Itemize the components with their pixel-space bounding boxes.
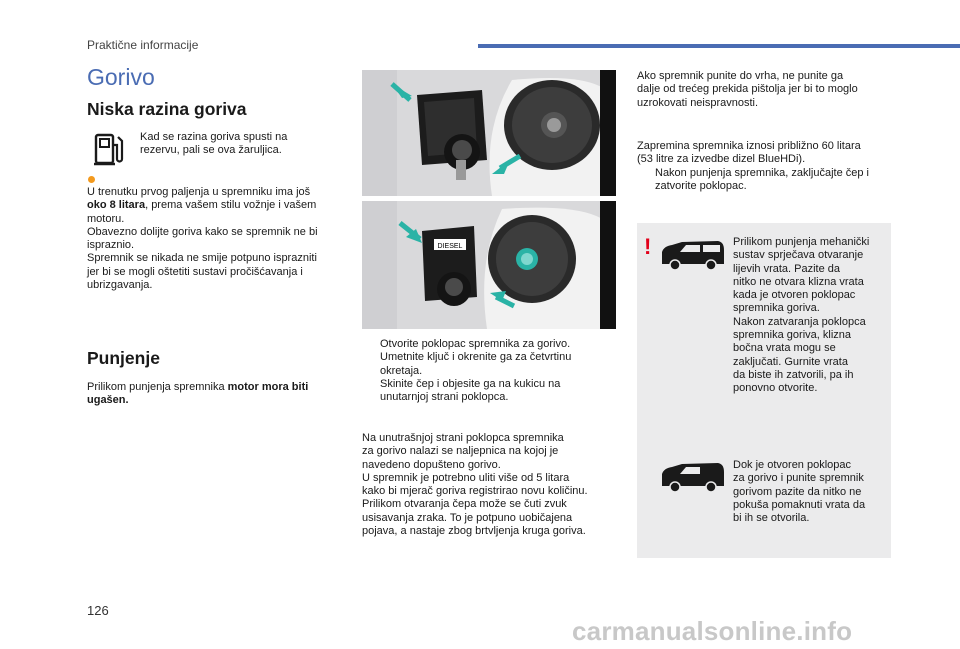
text-line: jer bi se mogli oštetiti sustavi pročišćavanja i [87, 265, 303, 278]
text-line: U trenutku prvog paljenja u spremniku ima još [87, 186, 311, 198]
text-line: ispraznio. [87, 239, 135, 252]
low-fuel-heading: Niska razina goriva [87, 99, 247, 119]
text-line: Obavezno dolijte goriva kako se spremnik ne bi [87, 225, 318, 238]
watermark[interactable]: carmanualsonline.info [572, 616, 853, 646]
fuel-flap-photo-open [362, 70, 616, 196]
indicator-dot [88, 176, 95, 183]
step-item: Skinite čep i objesite ga na kukicu na unutarnjoj strani poklopca. [380, 377, 561, 404]
capacity-paragraph: Zapremina spremnika iznosi približno 60 litara (53 litre za izvedbe dizel BlueHDi). Nakon punjenja spremnika, zaključajte čep i zatvorite poklopac. [637, 140, 899, 193]
van-rear-door-icon [660, 238, 726, 277]
text-line: Spremnik se nikada ne smije potpuno isprazniti [87, 252, 317, 265]
fuel-pump-icon [93, 131, 129, 172]
warning-text: Prilikom punjenja mehanički sustav sprječava otvaranje lijevih vrata. Pazite da nitko ne otvara klizna vrata kada je otvoren poklopac spremnika goriva. Nakon zatvaranja poklopca spremnika goriva, klizna bočna vrata mogu se zaključati. Gurnite vrata da biste ih zatvorili, pa ih ponovno otvorite. [733, 236, 870, 395]
refuel-text: Prilikom punjenja spremnika motor mora biti ugašen. [87, 381, 309, 407]
fuel-flap-photo-diesel [362, 201, 616, 329]
text-line: ubrizgavanja. [87, 279, 153, 292]
low-fuel-paragraph [87, 186, 347, 292]
van-note-text: Dok je otvoren poklopac za gorivo i punite spremnik gorivom pazite da nitko ne pokuša pomaknuti vrata da bi ih se otvorila. [733, 459, 866, 525]
sticker-paragraph: Na unutrašnjoj strani poklopca spremnika za gorivo nalazi se naljepnica na kojoj je navedeno dopušteno gorivo. U spremnik je potrebno uliti više od 5 litara kako bi mjerač goriva registrirao novu količinu. Prilikom otvaranja čepa može se čuti zvuk usisavanja zraka. To je potpuno uobičajena pojava, a nastaje zbog brtvljenja kruga goriva. [362, 432, 588, 538]
text-line: oko 8 litara, prema vašem stilu vožnje i vašem [87, 199, 317, 212]
fill-warning-paragraph: Ako spremnik punite do vrha, ne punite ga dalje od trećeg prekida pištolja jer bi to moglo uzrokovati neispravnosti. [637, 70, 858, 109]
refuel-heading: Punjenje [87, 348, 160, 368]
step-item: Otvorite poklopac spremnika za gorivo. [380, 338, 571, 350]
step-item: Nakon punjenja spremnika, zaključajte čep i zatvorite poklopac. [655, 166, 870, 192]
text-line: motoru. [87, 212, 125, 225]
low-fuel-icon-text: Kad se razina goriva spusti na rezervu, pali se ova žaruljica. [140, 131, 288, 157]
warning-icon: ! [644, 234, 652, 259]
step-item: Umetnite ključ i okrenite ga za četvrtinu okretaja. [380, 351, 572, 377]
section-label: Praktične informacije [87, 38, 199, 52]
van-side-icon [660, 460, 726, 499]
steps-list [362, 338, 622, 404]
diesel-label: DIESEL [437, 243, 463, 250]
page-number: 126 [87, 603, 109, 618]
header-rule [478, 44, 960, 48]
page-title: Gorivo [87, 64, 155, 90]
